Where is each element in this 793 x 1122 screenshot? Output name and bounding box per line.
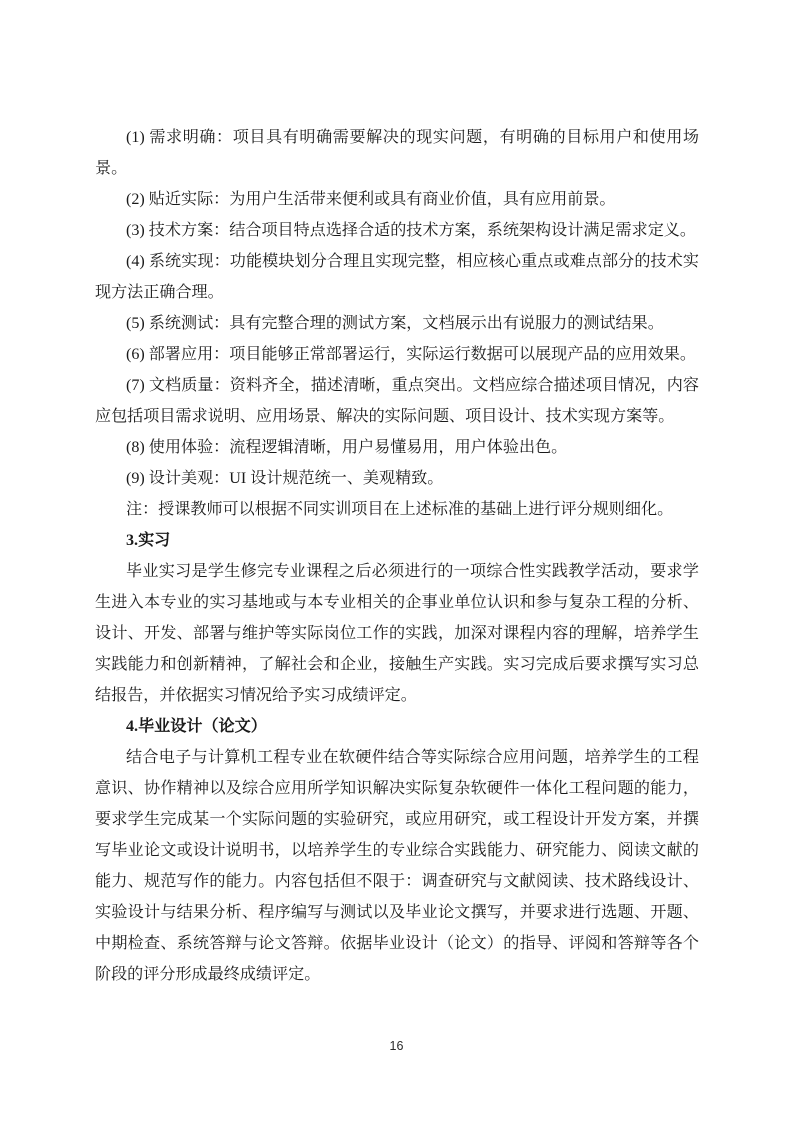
document-line: 毕业实习是学生修完专业课程之后必须进行的一项综合性实践教学活动，要求学 <box>126 563 699 580</box>
document-line: 能力、规范写作的能力。内容包括但不限于：调查研究与文献阅读、技术路线设计、 <box>95 873 699 890</box>
document-line: 4.毕业设计（论文） <box>126 718 267 735</box>
document-line: 设计、开发、部署与维护等实际岗位工作的实践，加深对课程内容的理解，培养学生 <box>95 625 699 642</box>
document-line: 中期检查、系统答辩与论文答辩。依据毕业设计（论文）的指导、评阅和答辩等各个 <box>95 935 699 952</box>
document-line: 写毕业论文或设计说明书，以培养学生的专业综合实践能力、研究能力、阅读文献的 <box>95 842 699 859</box>
document-line: (9) 设计美观：UI 设计规范统一、美观精致。 <box>126 470 444 487</box>
document-line: 3.实习 <box>126 532 171 549</box>
document-line: 实验设计与结果分析、程序编写与测试以及毕业论文撰写，并要求进行选题、开题、 <box>95 904 699 921</box>
document-text-block <box>95 122 699 990</box>
document-line: 意识、协作精神以及综合应用所学知识解决实际复杂软硬件一体化工程问题的能力， <box>95 780 699 797</box>
document-line: (2) 贴近实际：为用户生活带来便利或具有商业价值，具有应用前景。 <box>126 191 616 208</box>
page-number: 16 <box>389 1039 404 1053</box>
document-line: 阶段的评分形成最终成绩评定。 <box>95 966 321 983</box>
document-line: 现方法正确合理。 <box>95 284 224 301</box>
document-line: (4) 系统实现：功能模块划分合理且实现完整，相应核心重点或难点部分的技术实 <box>126 253 699 270</box>
document-line: 应包括项目需求说明、应用场景、解决的实际问题、项目设计、技术实现方案等。 <box>95 408 675 425</box>
document-line: 注：授课教师可以根据不同实训项目在上述标准的基础上进行评分规则细化。 <box>126 501 674 518</box>
document-line: (5) 系统测试：具有完整合理的测试方案，文档展示出有说服力的测试结果。 <box>126 315 664 332</box>
document-line: (8) 使用体验：流程逻辑清晰，用户易懂易用，用户体验出色。 <box>126 439 568 456</box>
document-line: (1) 需求明确：项目具有明确需要解决的现实问题，有明确的目标用户和使用场 <box>126 129 699 146</box>
document-line: 结合电子与计算机工程专业在软硬件结合等实际综合应用问题，培养学生的工程 <box>126 749 699 766</box>
document-line: 要求学生完成某一个实际问题的实验研究，或应用研究，或工程设计开发方案，并撰 <box>95 811 699 828</box>
document-line: 实践能力和创新精神，了解社会和企业，接触生产实践。实习完成后要求撰写实习总 <box>95 656 699 673</box>
document-line: (3) 技术方案：结合项目特点选择合适的技术方案，系统架构设计满足需求定义。 <box>126 222 696 239</box>
document-line: 景。 <box>95 160 128 177</box>
document-line: 生进入本专业的实习基地或与本专业相关的企事业单位认识和参与复杂工程的分析、 <box>95 594 699 611</box>
document-line: 结报告，并依据实习情况给予实习成绩评定。 <box>95 687 417 704</box>
document-line: (7) 文档质量：资料齐全，描述清晰，重点突出。文档应综合描述项目情况，内容 <box>126 377 699 394</box>
document-line: (6) 部署应用：项目能够正常部署运行，实际运行数据可以展现产品的应用效果。 <box>126 346 696 363</box>
